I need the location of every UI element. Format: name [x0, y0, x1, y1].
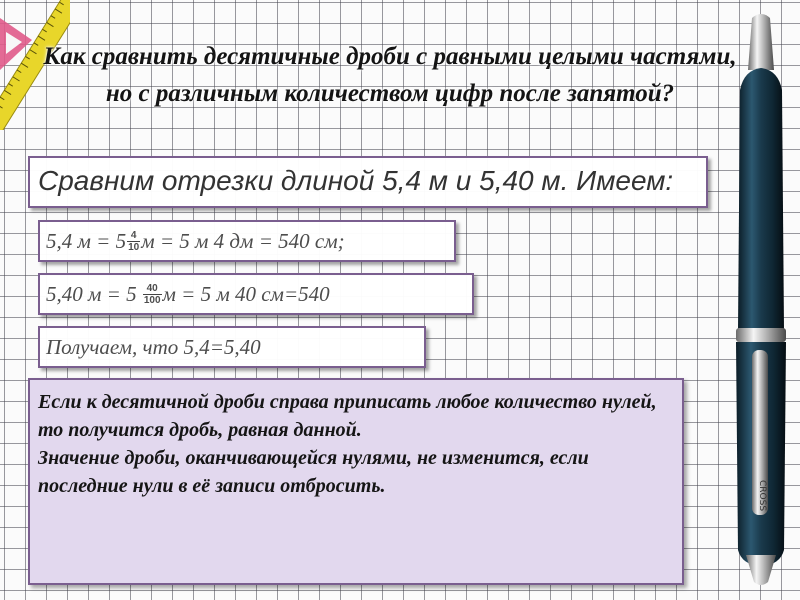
lead-statement: Сравним отрезки длиной 5,4 м и 5,40 м. Имеем:	[28, 156, 708, 208]
fraction-4-10	[127, 230, 140, 253]
equation-row-2	[38, 273, 474, 315]
equation-1-start: 5,4 м = 5	[46, 229, 127, 253]
conclusion-box: Получаем, что 5,4=5,40	[38, 326, 426, 368]
rule-text-2: Значение дроби, оканчивающейся нулями, не изменится, если последние нули в её записи отбросить.	[38, 447, 589, 497]
equation-row-1	[38, 220, 456, 262]
fraction-denominator: 10	[128, 241, 140, 253]
rule-box	[28, 378, 684, 585]
fraction-40-100	[143, 283, 162, 306]
equation-2-start: 5,40 м = 5	[46, 282, 142, 306]
slide-title: Как сравнить десятичные дроби с равными целыми частями, но с различным количеством цифр после запятой?	[43, 43, 737, 107]
fraction-denominator: 100	[143, 294, 161, 306]
rule-text-1: Если к десятичной дроби справа приписать любое количество нулей, то получится дробь, равная данной.	[38, 391, 657, 441]
pen-engraving: CROSS	[757, 480, 767, 512]
fraction-numerator: 4	[127, 230, 140, 242]
fraction-numerator: 40	[143, 283, 162, 295]
pen-illustration	[722, 10, 800, 590]
equation-2-end: м = 5 м 40 см=540	[162, 282, 330, 306]
equation-1-end: м = 5 м 4 дм = 540 см;	[141, 229, 345, 253]
